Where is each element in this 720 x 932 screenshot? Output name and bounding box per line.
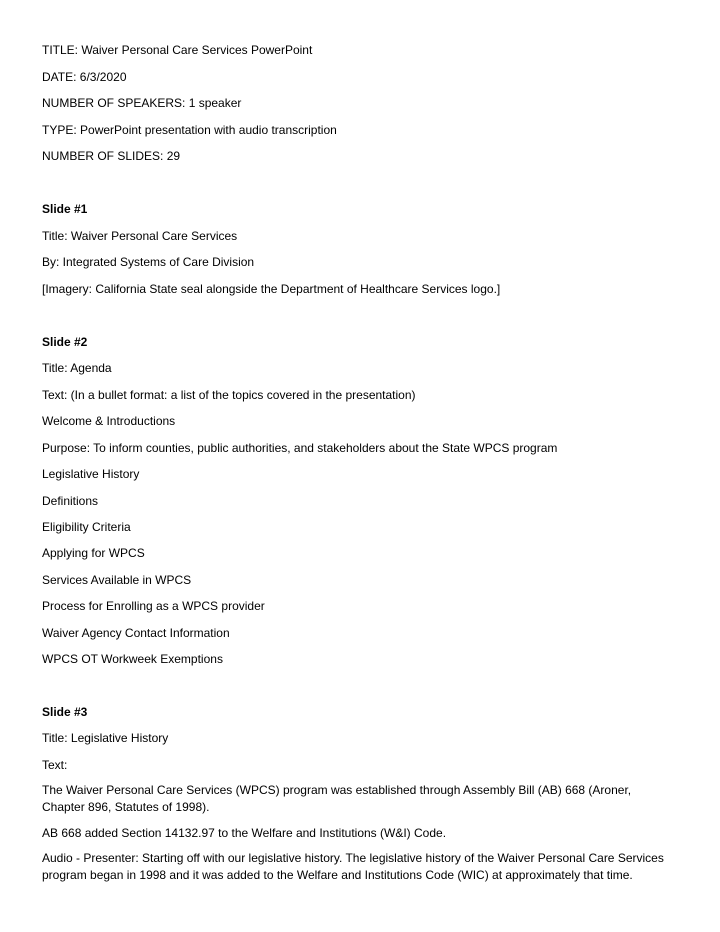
agenda-item: Applying for WPCS [42,546,145,560]
doc-date-line: DATE: 6/3/2020 [42,70,127,84]
agenda-item: Services Available in WPCS [42,573,192,587]
doc-type-line: TYPE: PowerPoint presentation with audio transcription [42,123,337,137]
slide3-heading: Slide #3 [42,705,88,719]
doc-slides-line: NUMBER OF SLIDES: 29 [42,149,181,163]
agenda-item: Definitions [42,494,99,508]
slide1-imagery: [Imagery: California State seal alongside the Department of Healthcare Services logo.] [42,282,501,296]
slide2-title: Title: Agenda [42,361,112,375]
slide2-text: Text: (In a bullet format: a list of the topics covered in the presentation) [42,388,416,402]
slide3-title: Title: Legislative History [42,731,169,745]
agenda-item: Purpose: To inform counties, public authorities, and stakeholders about the State WPCS program [42,441,558,455]
slide2-heading: Slide #2 [42,335,88,349]
slide3-paragraph: The Waiver Personal Care Services (WPCS) program was established through Assembly Bill (AB) 668 (Aroner, Chapter 896, Statutes of 1998). [42,783,632,814]
agenda-item: Process for Enrolling as a WPCS provider [42,599,265,613]
agenda-item: WPCS OT Workweek Exemptions [42,652,223,666]
slide1-title: Title: Waiver Personal Care Services [42,229,238,243]
slide3-text-label: Text: [42,758,68,772]
agenda-item: Welcome & Introductions [42,414,176,428]
slide1-by: By: Integrated Systems of Care Division [42,255,255,269]
slide3-paragraph: AB 668 added Section 14132.97 to the Welfare and Institutions (W&I) Code. [42,826,447,840]
agenda-item: Legislative History [42,467,140,481]
doc-speakers-line: NUMBER OF SPEAKERS: 1 speaker [42,96,242,110]
slide1-heading: Slide #1 [42,202,88,216]
agenda-item: Eligibility Criteria [42,520,131,534]
slide3-audio-transcript: Audio - Presenter: Starting off with our legislative history. The legislative history of the Waiver Personal Care Services program began in 1998 and it was added to the Welfare and Institutions Code (WIC) at approximately that time. [42,851,664,882]
agenda-item: Waiver Agency Contact Information [42,626,230,640]
doc-title-line: TITLE: Waiver Personal Care Services PowerPoint [42,43,313,57]
